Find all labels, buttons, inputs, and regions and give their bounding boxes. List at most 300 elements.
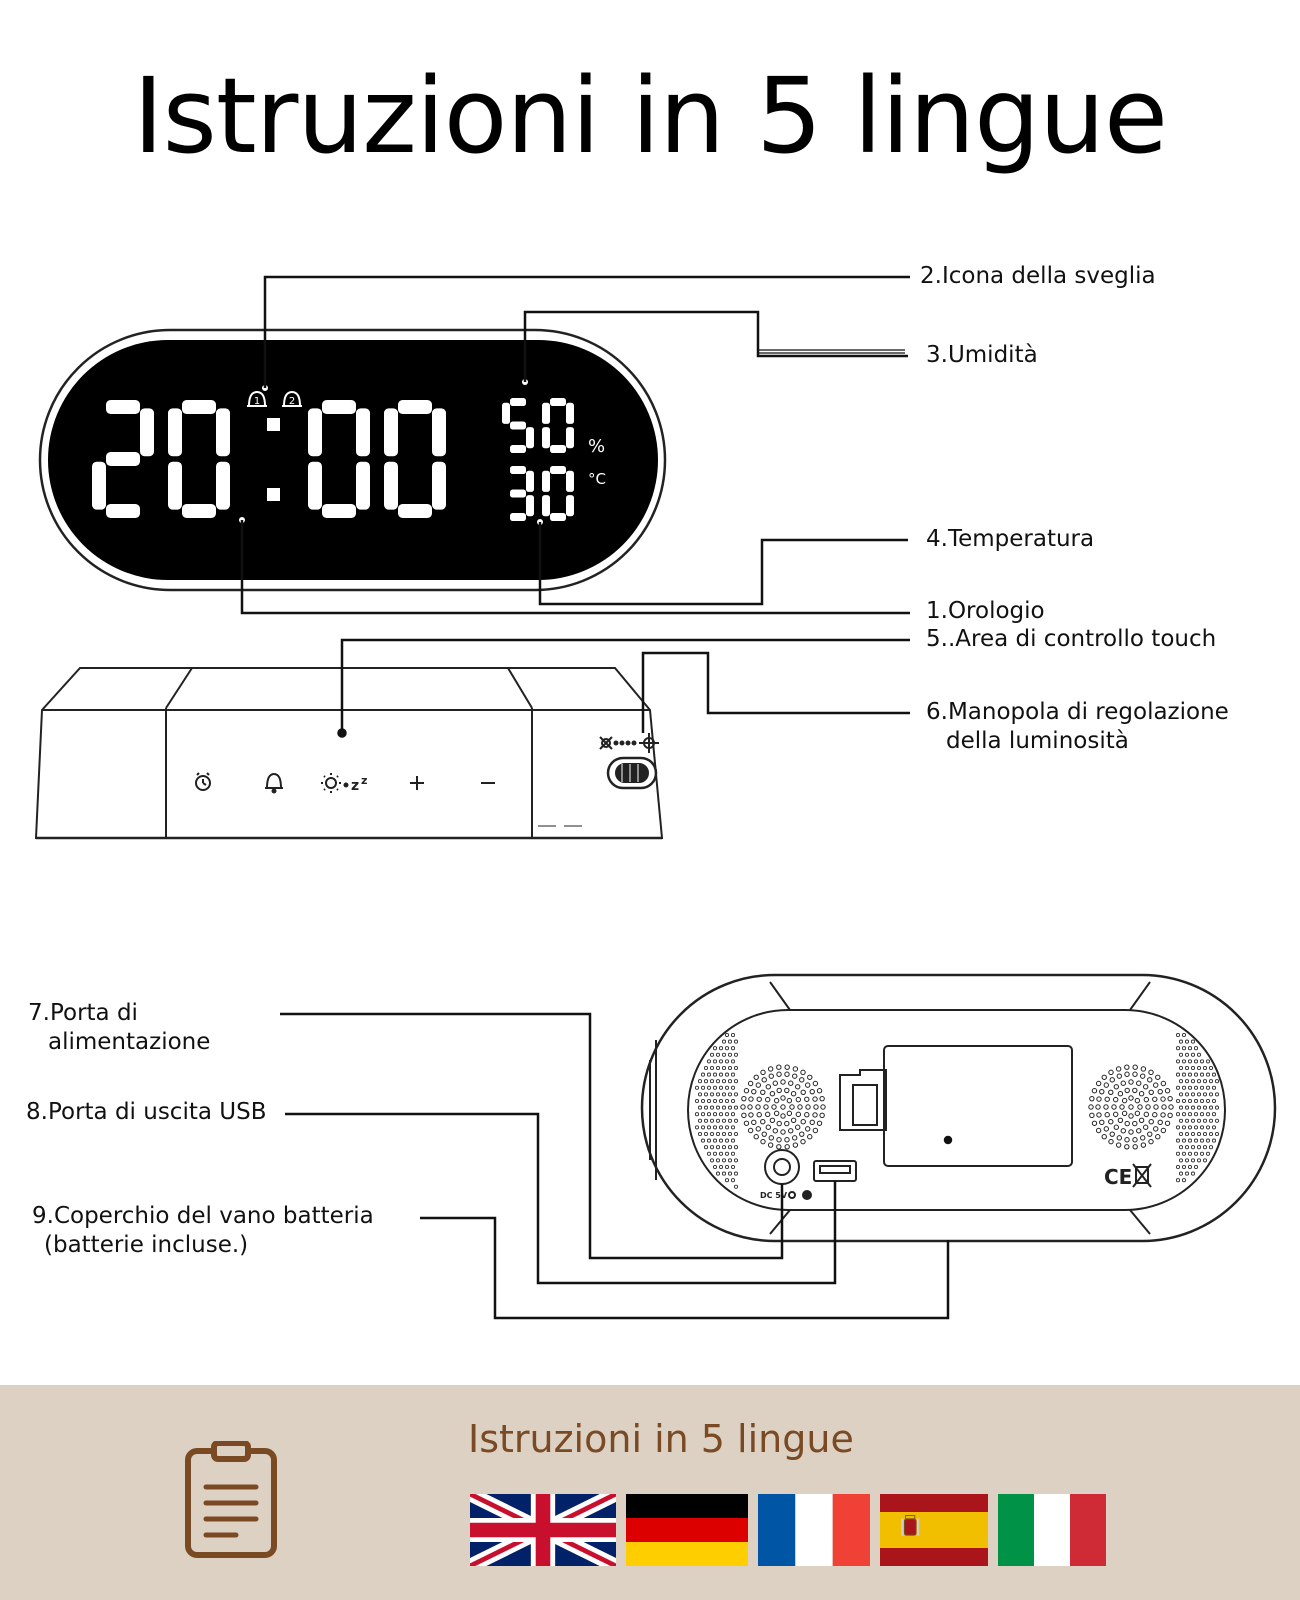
digit-segment — [550, 513, 566, 521]
speaker-hole — [1100, 1120, 1104, 1124]
vent-hole — [1176, 1047, 1179, 1050]
vent-hole — [716, 1093, 719, 1096]
vent-hole — [1209, 1146, 1212, 1149]
vent-hole — [722, 1093, 725, 1096]
vent-hole — [1200, 1060, 1203, 1063]
vent-hole — [719, 1165, 722, 1168]
speaker-hole — [748, 1128, 752, 1132]
digit-segment — [398, 400, 432, 414]
speaker-hole — [1116, 1067, 1120, 1071]
vent-hole — [1215, 1119, 1218, 1122]
speaker-hole — [814, 1105, 818, 1109]
speaker-hole — [1165, 1121, 1169, 1125]
vent-hole — [716, 1146, 719, 1149]
speaker-hole — [1133, 1065, 1137, 1069]
speaker-hole — [820, 1096, 824, 1100]
vent-hole — [1185, 1132, 1188, 1135]
clock-front-view — [40, 330, 665, 590]
vent-hole — [731, 1179, 734, 1182]
vent-hole — [734, 1119, 737, 1122]
vent-hole — [1188, 1099, 1191, 1102]
vent-hole — [1176, 1086, 1179, 1089]
vent-hole — [728, 1066, 731, 1069]
vent-hole — [1203, 1132, 1206, 1135]
vent-hole — [1185, 1093, 1188, 1096]
vent-hole — [710, 1053, 713, 1056]
speaker-hole — [1139, 1092, 1143, 1096]
speaker-hole — [1129, 1080, 1133, 1084]
vent-hole — [728, 1132, 731, 1135]
vent-hole — [1188, 1126, 1191, 1129]
speaker-hole — [1129, 1096, 1133, 1100]
vent-hole — [734, 1132, 737, 1135]
vent-hole — [1176, 1113, 1179, 1116]
vent-hole — [1179, 1066, 1182, 1069]
vent-hole — [716, 1132, 719, 1135]
vent-hole — [695, 1126, 698, 1129]
speaker-hole — [1146, 1105, 1150, 1109]
vent-hole — [734, 1053, 737, 1056]
speaker-hole — [769, 1136, 773, 1140]
vent-hole — [1188, 1139, 1191, 1142]
speaker-hole — [1122, 1098, 1126, 1102]
digit-segment — [542, 427, 550, 448]
speaker-hole — [754, 1075, 758, 1079]
vent-hole — [1185, 1172, 1188, 1175]
vent-hole — [704, 1106, 707, 1109]
digit-segment — [566, 471, 574, 492]
speaker-hole — [765, 1112, 769, 1116]
speaker-hole — [798, 1105, 802, 1109]
speaker-hole — [774, 1098, 778, 1102]
vent-hole — [734, 1172, 737, 1175]
vent-hole — [734, 1106, 737, 1109]
vent-hole — [1209, 1093, 1212, 1096]
speaker-hole — [1121, 1129, 1125, 1133]
brightness-knob — [600, 733, 659, 788]
vent-hole — [725, 1139, 728, 1142]
vent-hole — [1200, 1126, 1203, 1129]
vent-hole — [734, 1159, 737, 1162]
vent-hole — [707, 1139, 710, 1142]
digit-segment — [106, 504, 140, 518]
speaker-hole — [800, 1078, 804, 1082]
vent-hole — [1206, 1060, 1209, 1063]
brightness-scale-icon — [600, 733, 659, 753]
speaker-hole — [761, 1119, 765, 1123]
vent-hole — [1179, 1132, 1182, 1135]
vent-hole — [1206, 1126, 1209, 1129]
digit-segment — [398, 504, 432, 518]
vent-hole — [1200, 1139, 1203, 1142]
speaker-hole — [1141, 1143, 1145, 1147]
vent-hole — [1179, 1159, 1182, 1162]
spain-flag-icon — [880, 1494, 988, 1566]
speaker-hole — [1161, 1097, 1165, 1101]
speaker-hole — [785, 1065, 789, 1069]
speaker-hole — [1158, 1089, 1162, 1093]
vent-hole — [1182, 1126, 1185, 1129]
speaker-hole — [769, 1074, 773, 1078]
speaker-hole — [1153, 1097, 1157, 1101]
speaker-hole — [1092, 1089, 1096, 1093]
vent-hole — [1188, 1113, 1191, 1116]
speaker-hole — [1133, 1072, 1137, 1076]
vent-hole — [1182, 1113, 1185, 1116]
vent-hole — [1203, 1093, 1206, 1096]
vent-hole — [734, 1185, 737, 1188]
speaker-hole — [1114, 1085, 1118, 1089]
vent-hole — [713, 1113, 716, 1116]
vent-hole — [1191, 1146, 1194, 1149]
digit-segment — [216, 408, 230, 456]
speaker-hole — [1135, 1111, 1139, 1115]
speaker-hole — [1138, 1105, 1142, 1109]
speaker-hole — [752, 1120, 756, 1124]
label-humidity: 3.Umidità — [926, 342, 1038, 368]
speaker-hole — [813, 1097, 817, 1101]
vent-hole — [713, 1099, 716, 1102]
vent-hole — [716, 1080, 719, 1083]
vent-hole — [695, 1113, 698, 1116]
vent-hole — [1176, 1126, 1179, 1129]
vent-hole — [1176, 1073, 1179, 1076]
speaker-hole — [1149, 1090, 1153, 1094]
speaker-hole — [1156, 1075, 1160, 1079]
speaker-hole — [774, 1111, 778, 1115]
vent-hole — [1200, 1086, 1203, 1089]
speaker-hole — [770, 1118, 774, 1122]
vent-hole — [1191, 1132, 1194, 1135]
speaker-hole — [1133, 1138, 1137, 1142]
speaker-hole — [1113, 1112, 1117, 1116]
vent-hole — [1197, 1119, 1200, 1122]
speaker-hole — [777, 1088, 781, 1092]
speaker-hole — [1105, 1097, 1109, 1101]
clock-icon — [196, 773, 210, 790]
digit-segment — [140, 408, 154, 456]
vent-hole — [722, 1172, 725, 1175]
vent-hole — [1206, 1139, 1209, 1142]
digit-segment — [432, 408, 446, 456]
speaker-hole — [1117, 1136, 1121, 1140]
vent-hole — [1200, 1152, 1203, 1155]
digit-segment — [510, 513, 526, 521]
speaker-hole — [791, 1092, 795, 1096]
speaker-hole — [781, 1080, 785, 1084]
vent-hole — [728, 1093, 731, 1096]
speaker-hole — [813, 1081, 817, 1085]
vent-hole — [1188, 1047, 1191, 1050]
france-flag-icon — [758, 1494, 870, 1566]
vent-hole — [716, 1066, 719, 1069]
speaker-hole — [766, 1125, 770, 1129]
vent-hole — [734, 1080, 737, 1083]
speaker-hole — [787, 1111, 791, 1115]
vent-hole — [710, 1119, 713, 1122]
vent-hole — [713, 1165, 716, 1168]
speaker-hole — [762, 1078, 766, 1082]
digit-segment — [308, 462, 322, 510]
speaker-hole — [789, 1129, 793, 1133]
vent-hole — [1197, 1053, 1200, 1056]
vent-hole — [725, 1047, 728, 1050]
vent-hole — [1197, 1159, 1200, 1162]
vent-hole — [707, 1113, 710, 1116]
speaker-hole — [777, 1065, 781, 1069]
vent-hole — [1194, 1086, 1197, 1089]
vent-hole — [707, 1060, 710, 1063]
digit-segment — [356, 462, 370, 510]
speaker-hole — [1125, 1072, 1129, 1076]
speaker-hole — [765, 1097, 769, 1101]
vent-hole — [1176, 1152, 1179, 1155]
vent-hole — [1206, 1113, 1209, 1116]
speaker-hole — [801, 1139, 805, 1143]
touch-controls — [196, 773, 495, 794]
vent-hole — [713, 1152, 716, 1155]
speaker-hole — [808, 1135, 812, 1139]
vent-hole — [719, 1060, 722, 1063]
speaker-hole — [1104, 1127, 1108, 1131]
speaker-hole — [781, 1105, 785, 1109]
vent-hole — [710, 1132, 713, 1135]
digit-segment — [550, 466, 566, 474]
vent-hole — [710, 1159, 713, 1162]
speaker-hole — [1096, 1128, 1100, 1132]
vent-hole — [716, 1172, 719, 1175]
sun-snooze-icon — [321, 773, 367, 794]
speaker-hole — [777, 1072, 781, 1076]
speaker-hole — [1102, 1075, 1106, 1079]
vent-hole — [719, 1099, 722, 1102]
vent-hole — [1176, 1179, 1179, 1182]
vent-hole — [1200, 1113, 1203, 1116]
speaker-hole — [762, 1132, 766, 1136]
vent-hole — [725, 1086, 728, 1089]
speaker-hole — [781, 1096, 785, 1100]
speaker-hole — [1117, 1074, 1121, 1078]
vent-hole — [722, 1119, 725, 1122]
vent-hole — [725, 1113, 728, 1116]
speaker-hole — [1125, 1138, 1129, 1142]
speaker-hole — [1156, 1135, 1160, 1139]
speaker-hole — [748, 1081, 752, 1085]
digit-segment — [510, 445, 526, 453]
speaker-hole — [785, 1088, 789, 1092]
vent-hole — [713, 1126, 716, 1129]
speaker-hole — [1143, 1085, 1147, 1089]
speaker-hole — [813, 1128, 817, 1132]
digit-segment — [566, 495, 574, 516]
vent-hole — [1179, 1146, 1182, 1149]
speaker-hole — [777, 1121, 781, 1125]
speaker-hole — [1089, 1105, 1093, 1109]
vent-hole — [1200, 1073, 1203, 1076]
vent-hole — [725, 1126, 728, 1129]
clock-back-view — [642, 975, 1275, 1241]
vent-hole — [1185, 1040, 1188, 1043]
speaker-hole — [744, 1089, 748, 1093]
speaker-hole — [1104, 1083, 1108, 1087]
vent-hole — [734, 1066, 737, 1069]
speaker-hole — [1129, 1114, 1133, 1118]
speaker-hole — [800, 1132, 804, 1136]
speaker-hole — [790, 1105, 794, 1109]
speaker-hole — [749, 1113, 753, 1117]
vent-hole — [734, 1093, 737, 1096]
vent-hole — [731, 1139, 734, 1142]
digit-segment — [526, 495, 534, 516]
digit-segment — [182, 504, 216, 518]
vent-hole — [725, 1033, 728, 1036]
speaker-hole — [777, 1145, 781, 1149]
digit-segment — [550, 445, 566, 453]
vent-hole — [1197, 1146, 1200, 1149]
speaker-hole — [1125, 1065, 1129, 1069]
digit-segment — [106, 400, 140, 414]
temperature-unit: °C — [588, 470, 606, 488]
vent-hole — [710, 1106, 713, 1109]
digit-segment — [168, 408, 182, 456]
vent-hole — [710, 1080, 713, 1083]
vent-hole — [1203, 1106, 1206, 1109]
svg-text:DC 5V: DC 5V — [760, 1191, 788, 1200]
vent-hole — [710, 1066, 713, 1069]
digit-segment — [502, 403, 510, 424]
speaker-hole — [1135, 1098, 1139, 1102]
vent-hole — [722, 1080, 725, 1083]
speaker-hole — [770, 1092, 774, 1096]
vent-hole — [704, 1132, 707, 1135]
speaker-hole — [810, 1120, 814, 1124]
italy-flag-icon — [998, 1494, 1106, 1566]
speaker-hole — [1154, 1083, 1158, 1087]
vent-hole — [1206, 1086, 1209, 1089]
vent-hole — [1209, 1106, 1212, 1109]
vent-hole — [722, 1066, 725, 1069]
vent-hole — [731, 1086, 734, 1089]
speaker-hole — [1168, 1113, 1172, 1117]
germany-flag-icon — [626, 1494, 748, 1566]
label-brightness-knob-1: 6.Manopola di regolazione — [926, 699, 1229, 725]
speaker-hole — [1100, 1089, 1104, 1093]
speaker-hole — [1118, 1092, 1122, 1096]
speaker-hole — [1112, 1105, 1116, 1109]
speaker-hole — [805, 1113, 809, 1117]
speaker-hole — [785, 1121, 789, 1125]
vent-hole — [722, 1146, 725, 1149]
vent-hole — [1179, 1080, 1182, 1083]
vent-hole — [704, 1066, 707, 1069]
speaker-hole — [1149, 1139, 1153, 1143]
digit-segment — [308, 408, 322, 456]
clock-top-view — [36, 668, 662, 838]
vent-hole — [716, 1159, 719, 1162]
vent-hole — [1194, 1060, 1197, 1063]
vent-hole — [1197, 1080, 1200, 1083]
speaker-hole — [805, 1097, 809, 1101]
speaker-hole — [773, 1129, 777, 1133]
left-speaker-grille — [741, 1065, 825, 1149]
vent-hole — [1206, 1073, 1209, 1076]
colon-top-dot — [267, 418, 280, 431]
speaker-hole — [801, 1070, 805, 1074]
vent-hole — [728, 1146, 731, 1149]
digit-segment — [542, 471, 550, 492]
speaker-hole — [1090, 1113, 1094, 1117]
vent-hole — [1182, 1152, 1185, 1155]
vent-hole — [1206, 1099, 1209, 1102]
speaker-hole — [817, 1089, 821, 1093]
vent-hole — [1212, 1073, 1215, 1076]
vent-hole — [1203, 1080, 1206, 1083]
digit-segment — [322, 400, 356, 414]
speaker-hole — [781, 1130, 785, 1134]
footer-band — [0, 1385, 1300, 1600]
vent-hole — [725, 1073, 728, 1076]
vent-hole — [1185, 1119, 1188, 1122]
vent-hole — [713, 1060, 716, 1063]
speaker-hole — [1105, 1113, 1109, 1117]
vent-hole — [1179, 1040, 1182, 1043]
speaker-hole — [1143, 1125, 1147, 1129]
speaker-hole — [744, 1121, 748, 1125]
vent-hole — [695, 1086, 698, 1089]
leader-battery-cover — [420, 1218, 948, 1318]
speaker-hole — [817, 1121, 821, 1125]
speaker-hole — [1110, 1132, 1114, 1136]
clipboard-icon — [184, 1441, 280, 1559]
digit-segment — [322, 504, 356, 518]
vent-hole — [713, 1073, 716, 1076]
vent-hole — [722, 1040, 725, 1043]
digit-segment — [542, 495, 550, 516]
label-power-port-2: alimentazione — [48, 1029, 211, 1055]
vent-hole — [701, 1099, 704, 1102]
vent-hole — [1179, 1172, 1182, 1175]
digit-segment — [510, 490, 526, 498]
vent-hole — [722, 1159, 725, 1162]
vent-hole — [704, 1146, 707, 1149]
speaker-hole — [761, 1070, 765, 1074]
vent-hole — [731, 1113, 734, 1116]
vent-hole — [719, 1139, 722, 1142]
vent-hole — [719, 1086, 722, 1089]
speaker-hole — [1104, 1105, 1108, 1109]
vent-hole — [1182, 1099, 1185, 1102]
vent-hole — [1182, 1033, 1185, 1036]
bell-icon — [265, 774, 283, 793]
vent-hole — [1185, 1159, 1188, 1162]
svg-text:z: z — [361, 774, 368, 787]
vent-hole — [707, 1073, 710, 1076]
label-touch-area: 5..Area di controllo touch — [926, 626, 1217, 652]
vent-hole — [1200, 1099, 1203, 1102]
vent-hole — [1182, 1060, 1185, 1063]
ce-mark-icon: CE — [1104, 1165, 1133, 1189]
vent-hole — [1209, 1119, 1212, 1122]
speaker-hole — [1133, 1088, 1137, 1092]
vent-hole — [1194, 1047, 1197, 1050]
vent-hole — [1179, 1053, 1182, 1056]
digit-segment — [510, 466, 526, 474]
vent-hole — [698, 1106, 701, 1109]
vent-hole — [1209, 1066, 1212, 1069]
vent-hole — [1194, 1113, 1197, 1116]
vent-hole — [713, 1139, 716, 1142]
vent-hole — [1203, 1119, 1206, 1122]
